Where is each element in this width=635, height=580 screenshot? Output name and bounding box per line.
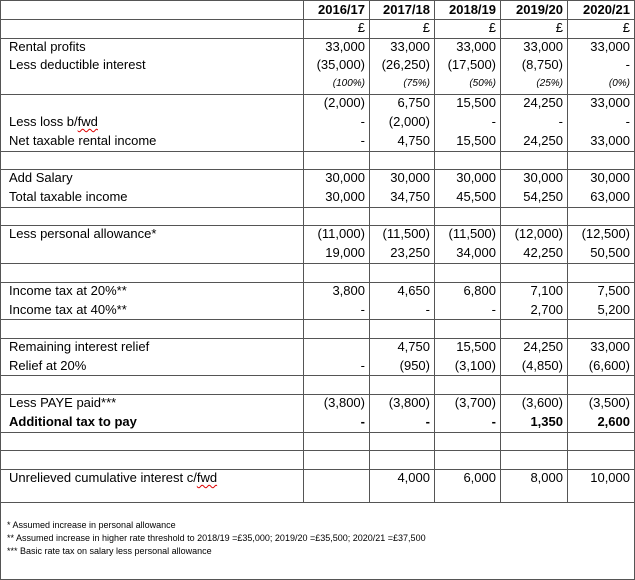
row-label bbox=[9, 469, 299, 487]
value-cell: (8,750) bbox=[521, 57, 563, 72]
value-cell: 8,000 bbox=[530, 470, 563, 485]
row-label: Income tax at 40%** bbox=[9, 302, 127, 317]
value-cell: (3,500) bbox=[588, 395, 630, 410]
row-label: Net taxable rental income bbox=[9, 133, 157, 148]
currency-symbol: £ bbox=[488, 20, 496, 35]
value-cell: (50%) bbox=[469, 78, 496, 89]
value-cell: - bbox=[491, 114, 496, 129]
grid-line bbox=[369, 1, 370, 502]
grid-line bbox=[1, 263, 634, 264]
value-cell: 2,600 bbox=[597, 414, 630, 429]
column-header: 2017/18 bbox=[383, 2, 430, 17]
value-cell: 50,500 bbox=[590, 245, 630, 260]
value-cell: - bbox=[558, 114, 563, 129]
footnote: ** Assumed increase in higher rate threshold to 2018/19 =£35,000; 2019/20 =£35,500; 2020/21 =£37,500 bbox=[7, 533, 426, 543]
value-cell: 1,350 bbox=[530, 414, 563, 429]
table-row bbox=[1, 357, 634, 376]
value-cell: (2,000) bbox=[388, 114, 430, 129]
table-row bbox=[1, 56, 634, 75]
value-cell: 54,250 bbox=[523, 189, 563, 204]
value-cell: 4,000 bbox=[397, 470, 430, 485]
row-label: Add Salary bbox=[9, 170, 73, 185]
table-row bbox=[1, 132, 634, 151]
value-cell: 10,000 bbox=[590, 470, 630, 485]
table-row bbox=[1, 413, 634, 432]
value-cell: (950) bbox=[399, 358, 430, 373]
footnote: *** Basic rate tax on salary less personal allowance bbox=[7, 546, 212, 556]
row-label: Total taxable income bbox=[9, 189, 128, 204]
value-cell: 34,750 bbox=[390, 189, 430, 204]
column-header: 2018/19 bbox=[449, 2, 496, 17]
value-cell: 6,000 bbox=[463, 470, 496, 485]
row-label: Less personal allowance* bbox=[9, 226, 157, 241]
row-label: Less deductible interest bbox=[9, 57, 146, 72]
value-cell: 30,000 bbox=[590, 170, 630, 185]
row-label bbox=[9, 113, 299, 131]
value-cell: 33,000 bbox=[390, 39, 430, 54]
value-cell: (4,850) bbox=[521, 358, 563, 373]
column-header: 2019/20 bbox=[516, 2, 563, 17]
value-cell: (12,000) bbox=[514, 226, 563, 241]
grid-line bbox=[1, 432, 634, 433]
grid-line bbox=[1, 469, 634, 470]
value-cell: - bbox=[491, 414, 496, 429]
value-cell: (11,500) bbox=[382, 226, 430, 241]
value-cell: - bbox=[425, 414, 430, 429]
table-row bbox=[1, 301, 634, 320]
value-cell: - bbox=[360, 114, 365, 129]
value-cell: 24,250 bbox=[523, 339, 563, 354]
value-cell: 33,000 bbox=[523, 39, 563, 54]
table-row bbox=[1, 394, 634, 413]
table-row bbox=[1, 469, 634, 488]
value-cell: 30,000 bbox=[523, 170, 563, 185]
value-cell: 34,000 bbox=[456, 245, 496, 260]
value-cell: 33,000 bbox=[590, 39, 630, 54]
value-cell: - bbox=[491, 302, 496, 317]
row-label-abbrev: fwd bbox=[77, 114, 98, 129]
table-row bbox=[1, 225, 634, 244]
value-cell: 5,200 bbox=[597, 302, 630, 317]
row-label-text: Less loss b/ bbox=[9, 114, 78, 129]
value-cell: (11,500) bbox=[448, 226, 496, 241]
row-label: Rental profits bbox=[9, 39, 86, 54]
value-cell: (75%) bbox=[403, 78, 430, 89]
grid-line bbox=[1, 94, 634, 95]
value-cell: 3,800 bbox=[332, 283, 365, 298]
grid-line bbox=[1, 375, 634, 376]
value-cell: (12,500) bbox=[581, 226, 630, 241]
value-cell: 6,750 bbox=[397, 95, 430, 110]
value-cell: 33,000 bbox=[325, 39, 365, 54]
grid-line bbox=[1, 282, 634, 283]
currency-symbol: £ bbox=[622, 20, 630, 35]
grid-line bbox=[1, 169, 634, 170]
value-cell: 7,500 bbox=[597, 283, 630, 298]
grid-line bbox=[1, 151, 634, 152]
grid-line bbox=[434, 1, 435, 502]
grid-line bbox=[1, 394, 634, 395]
grid-line bbox=[1, 338, 634, 339]
value-cell: 33,000 bbox=[590, 95, 630, 110]
value-cell: 2,700 bbox=[530, 302, 563, 317]
value-cell: - bbox=[360, 358, 365, 373]
value-cell: 15,500 bbox=[456, 339, 496, 354]
value-cell: (17,500) bbox=[447, 57, 496, 72]
grid-line bbox=[1, 319, 634, 320]
value-cell: - bbox=[360, 133, 365, 148]
value-cell: - bbox=[625, 114, 630, 129]
footnotes bbox=[7, 519, 426, 558]
grid-line bbox=[303, 1, 304, 502]
value-cell: 4,650 bbox=[397, 283, 430, 298]
column-header: 2016/17 bbox=[318, 2, 365, 17]
value-cell: (11,000) bbox=[317, 226, 365, 241]
value-cell: (3,800) bbox=[388, 395, 430, 410]
grid-line bbox=[1, 207, 634, 208]
column-header: 2020/21 bbox=[583, 2, 630, 17]
table-row bbox=[1, 113, 634, 132]
value-cell: 45,500 bbox=[456, 189, 496, 204]
value-cell: 33,000 bbox=[456, 39, 496, 54]
row-label-text: Unrelieved cumulative interest c/ bbox=[9, 470, 197, 485]
value-cell: (25%) bbox=[536, 78, 563, 89]
value-cell: (2,000) bbox=[323, 95, 365, 110]
value-cell: 30,000 bbox=[456, 170, 496, 185]
value-cell: 63,000 bbox=[590, 189, 630, 204]
value-cell: 4,750 bbox=[397, 339, 430, 354]
value-cell: 4,750 bbox=[397, 133, 430, 148]
row-label: Less PAYE paid*** bbox=[9, 395, 117, 410]
grid-line bbox=[1, 450, 634, 451]
grid-line bbox=[1, 225, 634, 226]
value-cell: (3,600) bbox=[521, 395, 563, 410]
table-row bbox=[1, 188, 634, 207]
currency-symbol: £ bbox=[555, 20, 563, 35]
value-cell: - bbox=[360, 302, 365, 317]
value-cell: - bbox=[625, 57, 630, 72]
value-cell: 30,000 bbox=[325, 189, 365, 204]
value-cell: 24,250 bbox=[523, 95, 563, 110]
currency-symbol: £ bbox=[357, 20, 365, 35]
grid-line bbox=[1, 502, 634, 503]
value-cell: 15,500 bbox=[456, 95, 496, 110]
table-row bbox=[1, 282, 634, 301]
row-label: Additional tax to pay bbox=[9, 414, 137, 429]
currency-row bbox=[1, 19, 634, 38]
value-cell: 24,250 bbox=[523, 133, 563, 148]
grid-line bbox=[500, 1, 501, 502]
value-cell: 7,100 bbox=[530, 283, 563, 298]
value-cell: 33,000 bbox=[590, 133, 630, 148]
value-cell: - bbox=[425, 302, 430, 317]
grid-line bbox=[1, 38, 634, 39]
value-cell: 30,000 bbox=[390, 170, 430, 185]
value-cell: 15,500 bbox=[456, 133, 496, 148]
table-row bbox=[1, 169, 634, 188]
value-cell: (3,100) bbox=[454, 358, 496, 373]
table-row bbox=[1, 38, 634, 57]
row-label: Relief at 20% bbox=[9, 358, 87, 373]
row-label-abbrev: fwd bbox=[196, 470, 218, 485]
value-cell: 23,250 bbox=[390, 245, 430, 260]
row-label: Income tax at 20%** bbox=[9, 283, 127, 298]
footnote: * Assumed increase in personal allowance bbox=[7, 520, 176, 530]
value-cell: (3,800) bbox=[323, 395, 365, 410]
value-cell: (26,250) bbox=[381, 57, 430, 72]
table-row bbox=[1, 244, 634, 263]
value-cell: 6,800 bbox=[463, 283, 496, 298]
grid-line bbox=[567, 1, 568, 502]
table-row bbox=[1, 75, 634, 94]
value-cell: (6,600) bbox=[588, 358, 630, 373]
value-cell: 19,000 bbox=[325, 245, 365, 260]
value-cell: 33,000 bbox=[590, 339, 630, 354]
value-cell: (100%) bbox=[332, 78, 365, 89]
table-row bbox=[1, 338, 634, 357]
value-cell: (0%) bbox=[608, 78, 630, 89]
grid-line bbox=[1, 19, 634, 20]
value-cell: (3,700) bbox=[454, 395, 496, 410]
value-cell: - bbox=[360, 414, 365, 429]
value-cell: 30,000 bbox=[325, 170, 365, 185]
currency-symbol: £ bbox=[422, 20, 430, 35]
table-row bbox=[1, 94, 634, 113]
value-cell: 42,250 bbox=[523, 245, 563, 260]
row-label: Remaining interest relief bbox=[9, 339, 150, 354]
header-row bbox=[1, 1, 634, 19]
value-cell: (35,000) bbox=[316, 57, 365, 72]
